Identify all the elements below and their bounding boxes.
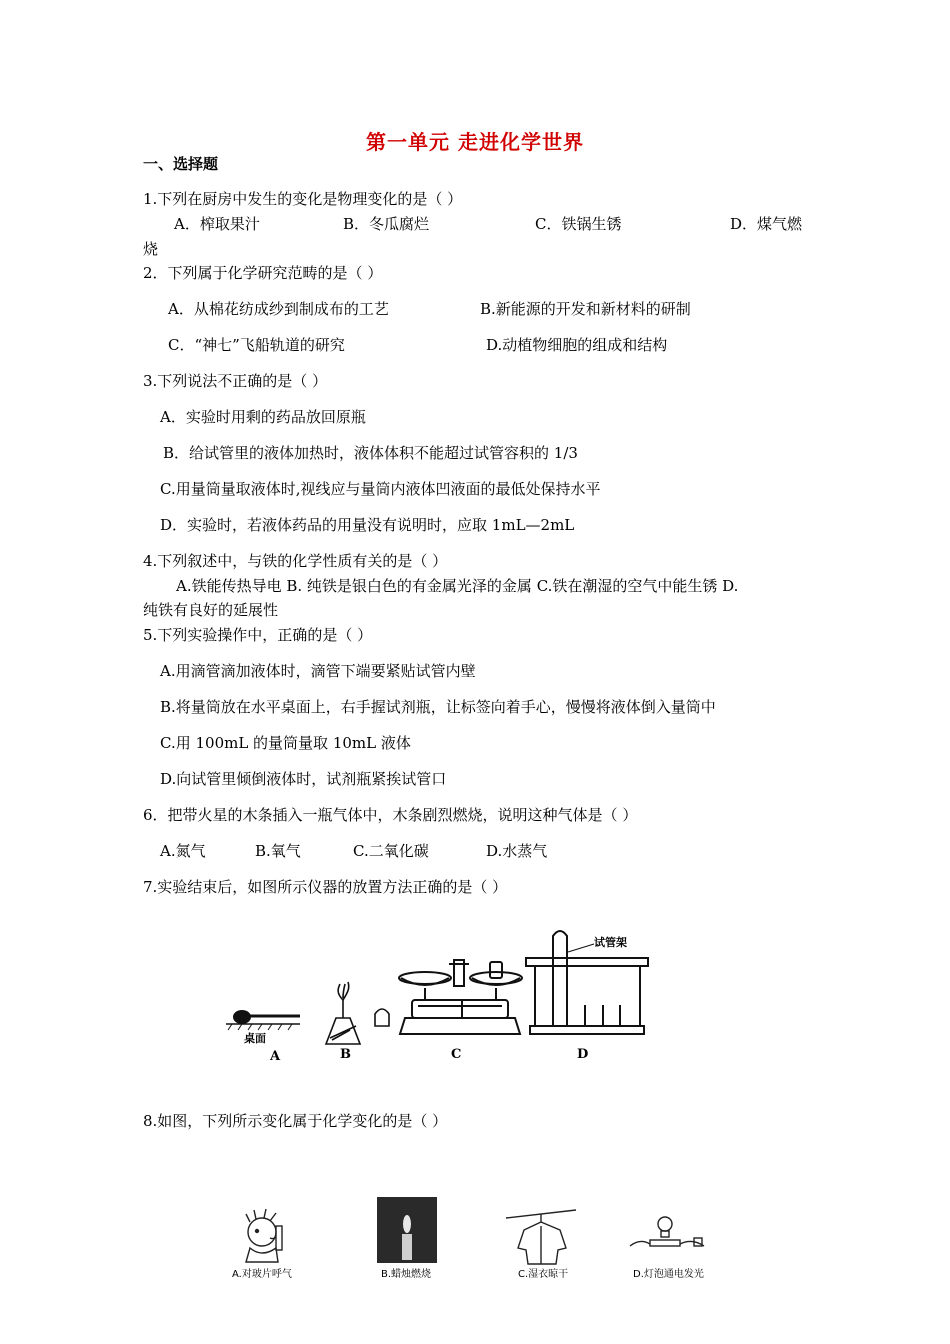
question-6-option-b: B.氧气	[255, 842, 301, 860]
question-2-option-a: A．从棉花纺成纱到制成布的工艺	[168, 300, 389, 318]
figure-c-clothes-drying	[506, 1210, 576, 1264]
question-1-option-c: C．铁锅生锈	[535, 215, 622, 233]
figure-a-label: A	[270, 1049, 281, 1064]
figure-a-caption: A.对玻片呼气	[232, 1269, 292, 1280]
question-1-option-a: A．榨取果汁	[174, 215, 260, 233]
question-2-option-b: B.新能源的开发和新材料的研制	[480, 300, 691, 318]
question-3-stem: 3.下列说法不正确的是（ ）	[143, 372, 328, 390]
figure-b-burning-candle	[377, 1197, 437, 1263]
question-4-stem: 4.下列叙述中，与铁的化学性质有关的是（ ）	[143, 552, 448, 570]
question-5-option-b: B.将量筒放在水平桌面上，右手握试剂瓶，让标签向着手心，慢慢将液体倒入量筒中	[160, 698, 716, 716]
rack-label: 试管架	[594, 936, 627, 949]
figure-c-label: C	[451, 1047, 462, 1062]
figure-b-caption: B.蜡烛燃烧	[381, 1269, 432, 1280]
question-6-stem: 6．把带火星的木条插入一瓶气体中，木条剧烈燃烧，说明这种气体是（ ）	[143, 806, 638, 824]
question-1-stem: 1.下列在厨房中发生的变化是物理变化的是（ ）	[143, 190, 463, 208]
question-7-stem: 7.实验结束后，如图所示仪器的放置方法正确的是（ ）	[143, 878, 508, 896]
figure-d-caption: D.灯泡通电发光	[633, 1269, 704, 1280]
question-5-option-c: C.用 100mL 的量筒量取 10mL 液体	[160, 734, 411, 752]
question-5-stem: 5.下列实验操作中，正确的是（ ）	[143, 626, 373, 644]
figure-c-caption: C.湿衣晾干	[518, 1269, 569, 1280]
question-4-options-line-1: A.铁能传热导电 B. 纯铁是银白色的有金属光泽的金属 C.铁在潮湿的空气中能生锈 D.	[176, 577, 739, 595]
figure-b-label: B	[340, 1047, 351, 1062]
question-5-option-a: A.用滴管滴加液体时，滴管下端要紧贴试管内壁	[160, 662, 476, 680]
question-1-option-b: B．冬瓜腐烂	[343, 215, 430, 233]
question-1-option-d: D．煤气燃	[730, 215, 803, 233]
figure-d-light-bulb	[630, 1217, 704, 1246]
question-3-option-c: C.用量筒量取液体时,视线应与量筒内液体凹液面的最低处保持水平	[160, 480, 601, 498]
question-6-option-a: A.氮气	[160, 842, 206, 860]
section-heading: 一、选择题	[143, 155, 219, 173]
question-2-stem: 2．下列属于化学研究范畴的是（ ）	[143, 264, 383, 282]
question-6-option-d: D.水蒸气	[486, 842, 548, 860]
question-6-option-c: C.二氧化碳	[353, 842, 429, 860]
question-3-option-b: B．给试管里的液体加热时，液体体积不能超过试管容积的 1/3	[163, 444, 578, 462]
figure-d-label: D	[577, 1047, 589, 1062]
question-4-options-line-2: 纯铁有良好的延展性	[143, 601, 279, 619]
question-5-option-d: D.向试管里倾倒液体时，试剂瓶紧挨试管口	[160, 770, 447, 788]
question-3-option-d: D．实验时，若液体药品的用量没有说明时，应取 1mL—2mL	[160, 516, 575, 534]
desk-label: 桌面	[244, 1032, 266, 1045]
question-2-option-d: D.动植物细胞的组成和结构	[486, 336, 668, 354]
question-8-stem: 8.如图，下列所示变化属于化学变化的是（ ）	[143, 1112, 448, 1130]
question-2-option-c: C．“神七”飞船轨道的研究	[168, 336, 345, 354]
page-title: 第一单元 走进化学世界	[366, 130, 584, 154]
question-1-option-d-continued: 烧	[143, 240, 159, 258]
question-3-option-a: A．实验时用剩的药品放回原瓶	[160, 408, 366, 426]
figure-a-child-breathing	[246, 1209, 282, 1262]
